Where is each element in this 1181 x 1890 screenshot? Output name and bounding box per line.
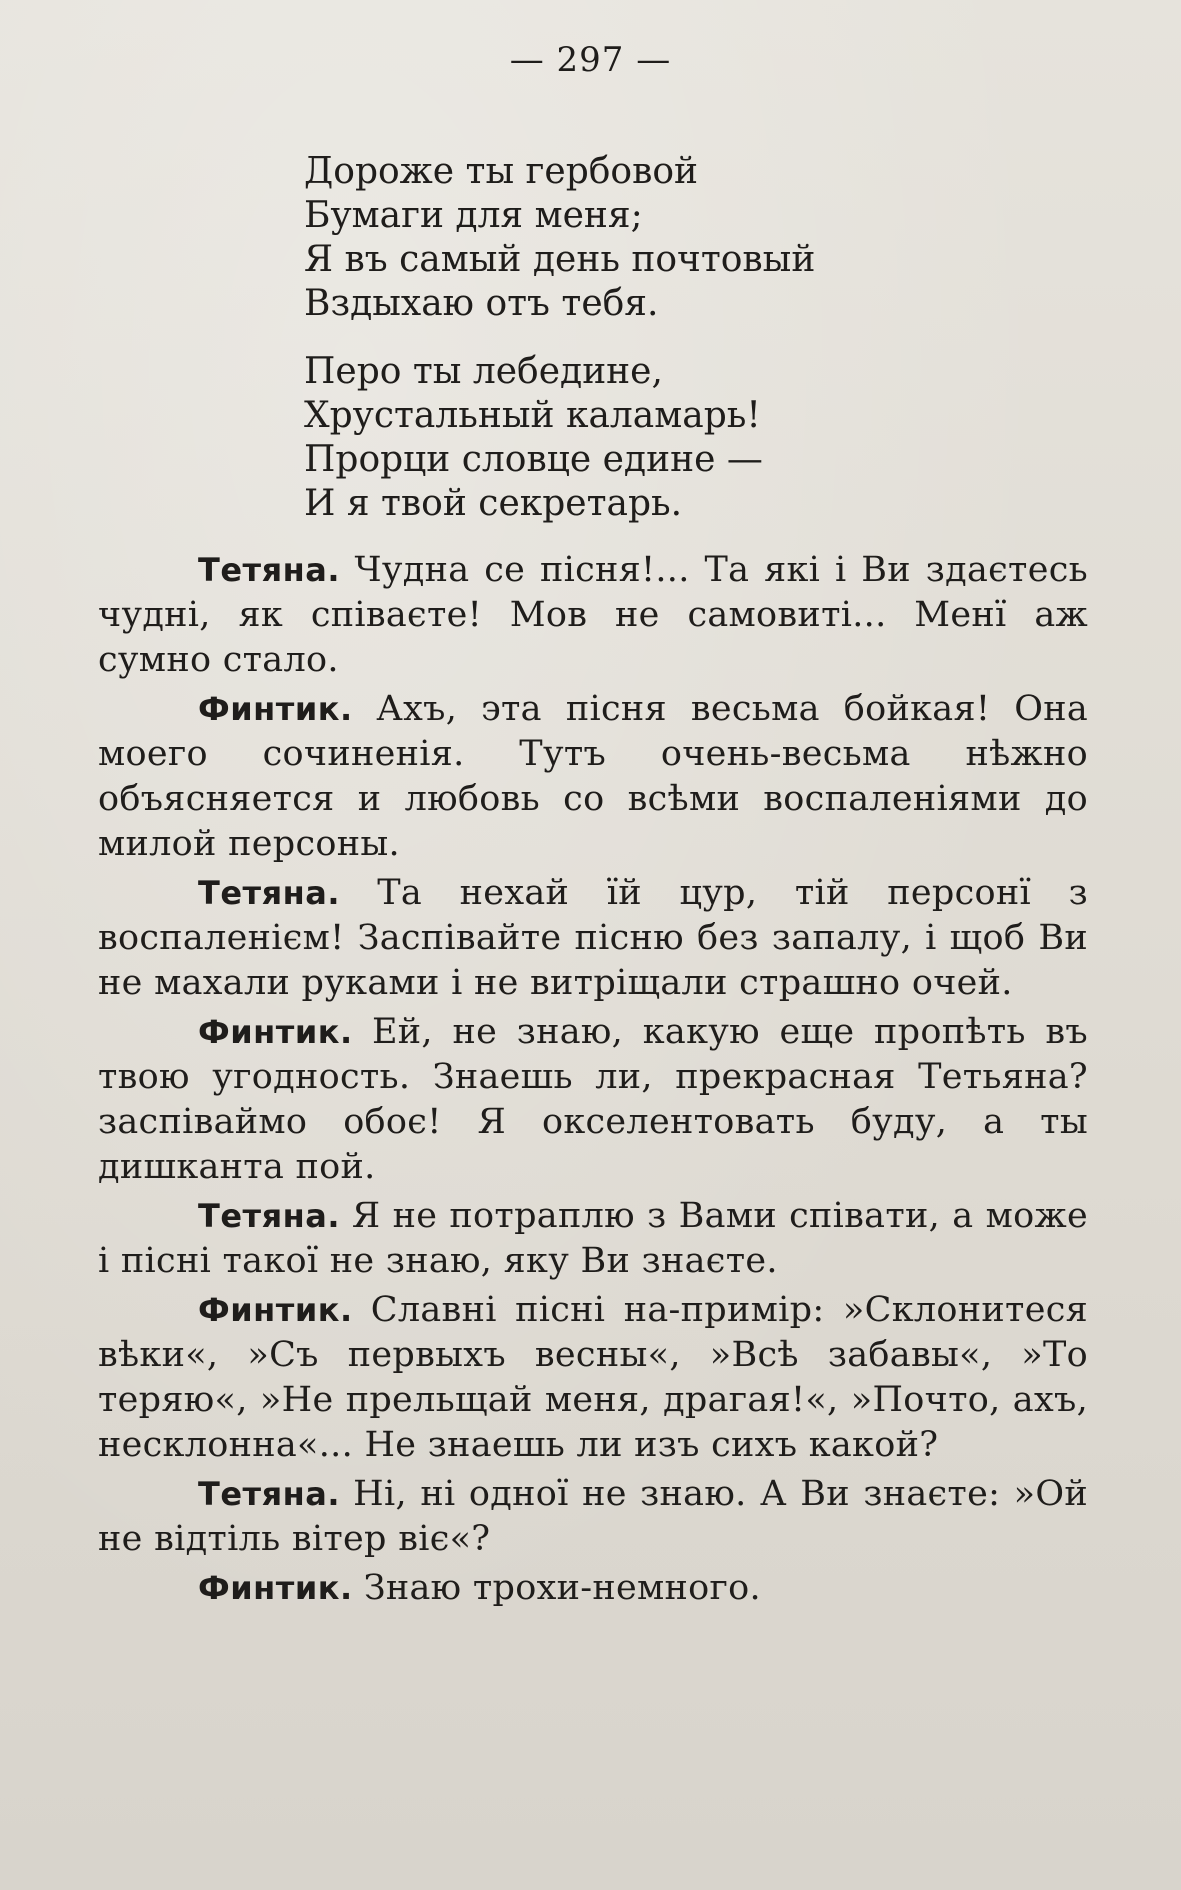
speaker-name: Финтик. [198,1291,353,1329]
speech-paragraph [98,1472,1088,1562]
speech-paragraph [98,687,1088,867]
speech-paragraph [98,871,1088,1006]
speech-text: Славні пісні на-примір: »Склонитеся вѣки«, »Съ первыхъ весны«, »Всѣ забавы«, »То теряю«, »Не прельщай меня, драгая!«, »Почто, ахъ, несклонна«... Не знаешь ли изъ сихъ какой? [98,1290,1088,1465]
speech-text: Чудна се пісня!... Та які і Ви здаєтесь чудні, як співаєте! Мов не самовиті... Менї аж сумно стало. [98,550,1088,680]
verse-line: Дороже ты гербовой [304,151,699,192]
poem-stanza [304,350,944,526]
speech-text: Та нехай їй цур, тій персонї з воспаленієм! Заспівайте пісню без запалу, і щоб Ви не махали руками і не витріщали страшно очей. [98,873,1088,1003]
speech-paragraph [98,1566,1088,1611]
speech-paragraph [98,1288,1088,1468]
speech-paragraph [98,1194,1088,1284]
speaker-name: Финтик. [198,1569,353,1607]
verse-line: И я твой секретарь. [304,483,683,524]
speaker-name: Тетяна. [198,551,340,589]
speaker-name: Тетяна. [198,1197,340,1235]
speaker-name: Финтик. [198,690,353,728]
page-number: — 297 — [509,40,672,80]
speaker-name: Тетяна. [198,874,340,912]
verse-line: Хрустальный каламарь! [304,395,761,436]
verse-line: Вздыхаю отъ тебя. [304,283,659,324]
verse-line: Перо ты лебедине, [304,351,663,392]
speech-paragraph [98,548,1088,683]
dialogue [98,548,1088,1615]
poem [304,150,944,550]
speaker-name: Тетяна. [198,1475,340,1513]
verse-line: Прорци словце едине — [304,439,763,480]
speech-text: Ахъ, эта пісня весьма бойкая! Она моего сочиненія. Тутъ очень-весьма нѣжно объясняется и любовь со всѣми воспаленіями до милой персоны. [98,689,1088,864]
speech-text: Знаю трохи-немного. [363,1568,761,1608]
poem-stanza [304,150,944,326]
verse-line: Я въ самый день почтовый [304,239,816,280]
speaker-name: Финтик. [198,1013,353,1051]
verse-line: Бумаги для меня; [304,195,643,236]
speech-text: Я не потраплю з Вами співати, а може і пісні такої не знаю, яку Ви знаєте. [98,1196,1088,1281]
speech-text: Ні, ні одної не знаю. А Ви знаєте: »Ой не відтіль вітер віє«? [98,1474,1088,1559]
speech-text: Ей, не знаю, какую еще пропѣть въ твою угодность. Знаешь ли, прекрасная Тетьяна? заспіваймо обоє! Я окселентовать буду, а ты дишканта пой. [98,1012,1088,1187]
speech-paragraph [98,1010,1088,1190]
